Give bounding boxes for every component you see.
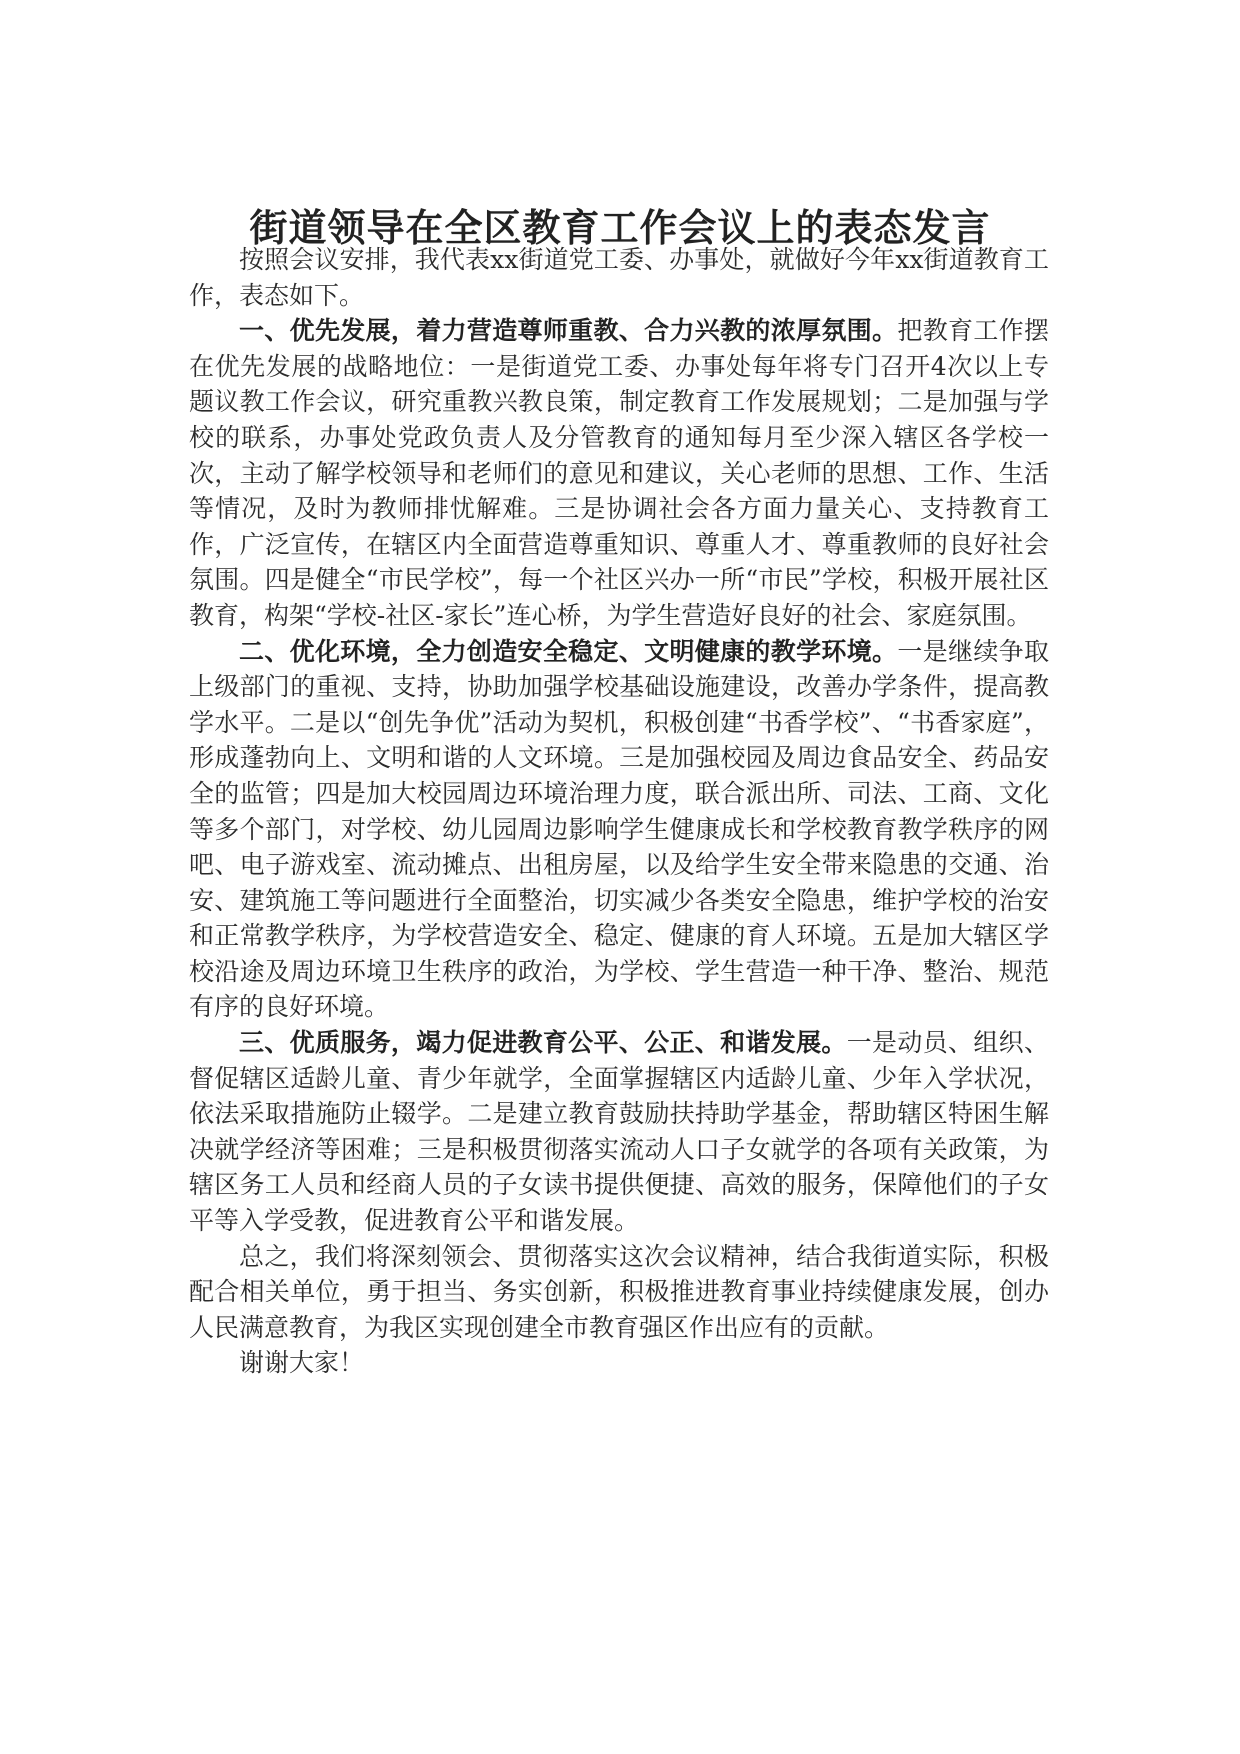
paragraph-text: 一是动员、组织、督促辖区适龄儿童、青少年就学，全面掌握辖区内适龄儿童、少年入学状况，依法采取措施防止辍学。二是建立教育鼓励扶持助学基金，帮助辖区特困生解决就学经济等困难；三是积极贯彻落实流动人口子女就学的各项有关政策，为辖区务工人员和经商人员的子女读书提供便捷、高效的服务，保障他们的子女平等入学受教，促进教育公平和谐发展。 — [189, 1028, 1049, 1236]
conclusion-paragraph — [189, 1239, 1049, 1346]
paragraph-text: 一是继续争取上级部门的重视、支持，协助加强学校基础设施建设，改善办学条件，提高教学水平。二是以“创先争优”活动为契机，积极创建“书香学校”、“书香家庭”，形成蓬勃向上、文明和谐的人文环境。三是加强校园及周边食品安全、药品安全的监管；四是加大校园周边环境治理力度，联合派出所、司法、工商、文化等多个部门，对学校、幼儿园周边影响学生健康成长和学校教育教学秩序的网吧、电子游戏室、流动摊点、出租房屋，以及给学生安全带来隐患的交通、治安、建筑施工等问题进行全面整治，切实减少各类安全隐患，维护学校的治安和正常教学秩序，为学校营造安全、稳定、健康的育人环境。五是加大辖区学校沿途及周边环境卫生秩序的政治，为学校、学生营造一种干净、整治、规范有序的良好环境。 — [189, 636, 1049, 1022]
section-two-paragraph — [189, 634, 1049, 1026]
section-one-heading: 一、优先发展，着力营造尊师重教、合力兴教的浓厚氛围。 — [239, 316, 898, 346]
section-three-heading: 三、优质服务，竭力促进教育公平、公正、和谐发展。 — [239, 1028, 847, 1058]
document-title: 街道领导在全区教育工作会议上的表态发言 — [249, 206, 991, 250]
paragraph-text: 总之，我们将深刻领会、贯彻落实这次会议精神，结合我街道实际，积极配合相关单位，勇于担当、务实创新，积极推进教育事业持续健康发展，创办人民满意教育，为我区实现创建全市教育强区作出应有的贡献。 — [189, 1241, 1049, 1342]
section-one-paragraph — [189, 313, 1049, 633]
paragraph-text: 把教育工作摆在优先发展的战略地位：一是街道党工委、办事处每年将专门召开4次以上专题议教工作会议，研究重教兴教良策，制定教育工作发展规划；二是加强与学校的联系，办事处党政负责人及分管教育的通知每月至少深入辖区各学校一次，主动了解学校领导和老师们的意见和建议，关心老师的思想、工作、生活等情况，及时为教师排忧解难。三是协调社会各方面力量关心、支持教育工作，广泛宣传，在辖区内全面营造尊重知识、尊重人才、尊重教师的良好社会氛围。四是健全“市民学校”，每一个社区兴办一所“市民”学校，积极开展社区教育，构架“学校-社区-家长”连心桥，为学生营造好良好的社会、家庭氛围。 — [189, 316, 1049, 630]
paragraph-text: 按照会议安排，我代表xx街道党工委、办事处，就做好今年xx街道教育工作，表态如下。 — [189, 245, 1049, 310]
document-body — [189, 242, 1049, 1381]
intro-paragraph — [189, 242, 1049, 313]
section-three-paragraph — [189, 1025, 1049, 1239]
closing-paragraph — [189, 1345, 1049, 1381]
paragraph-text: 谢谢大家！ — [239, 1348, 365, 1378]
section-two-heading: 二、优化环境，全力创造安全稳定、文明健康的教学环境。 — [239, 636, 898, 666]
